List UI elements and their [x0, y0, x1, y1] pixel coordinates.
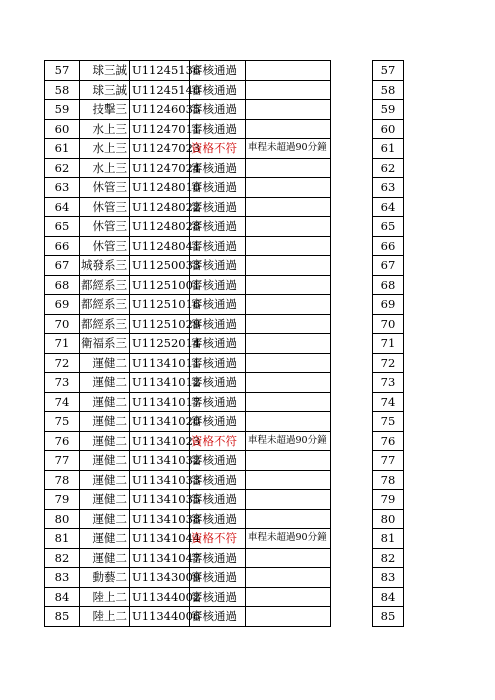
- side-row: [373, 80, 404, 100]
- side-row-number: 66: [373, 236, 404, 256]
- student-id: U11341044: [130, 529, 190, 549]
- side-row: [373, 178, 404, 198]
- class-name: 都經系三: [80, 314, 130, 334]
- side-row: [373, 568, 404, 588]
- side-row: [373, 295, 404, 315]
- remark: [246, 587, 331, 607]
- row-number: 82: [45, 548, 80, 568]
- table-row: [45, 275, 331, 295]
- review-status: 審核通過: [190, 100, 246, 120]
- review-status: 資格不符: [190, 139, 246, 159]
- class-name: 技擊三: [80, 100, 130, 120]
- row-number: 81: [45, 529, 80, 549]
- student-id: U11245140: [130, 80, 190, 100]
- table-row: [45, 61, 331, 81]
- side-number-table: [372, 60, 404, 627]
- table-row: [45, 217, 331, 237]
- side-row-number: 65: [373, 217, 404, 237]
- student-id: U11247024: [130, 158, 190, 178]
- review-status: 審核通過: [190, 451, 246, 471]
- side-row: [373, 470, 404, 490]
- student-id: U11251001: [130, 275, 190, 295]
- side-row: [373, 275, 404, 295]
- side-row-number: 84: [373, 587, 404, 607]
- table-row: [45, 139, 331, 159]
- review-status: 資格不符: [190, 431, 246, 451]
- remark: [246, 275, 331, 295]
- table-row: [45, 334, 331, 354]
- main-table: [44, 60, 331, 627]
- student-id: U11341047: [130, 548, 190, 568]
- review-status: 審核通過: [190, 178, 246, 198]
- table-row: [45, 158, 331, 178]
- student-id: U11341011: [130, 353, 190, 373]
- remark: [246, 470, 331, 490]
- side-row-number: 77: [373, 451, 404, 471]
- side-row-number: 62: [373, 158, 404, 178]
- student-id: U11344006: [130, 607, 190, 627]
- side-row: [373, 451, 404, 471]
- side-row-number: 57: [373, 61, 404, 81]
- table-row: [45, 256, 331, 276]
- class-name: 運健二: [80, 392, 130, 412]
- side-row-number: 69: [373, 295, 404, 315]
- class-name: 休管三: [80, 178, 130, 198]
- table-row: [45, 80, 331, 100]
- remark: [246, 509, 331, 529]
- row-number: 64: [45, 197, 80, 217]
- row-number: 67: [45, 256, 80, 276]
- table-row: [45, 509, 331, 529]
- row-number: 74: [45, 392, 80, 412]
- side-table-body: [373, 61, 404, 627]
- side-row-number: 78: [373, 470, 404, 490]
- side-row: [373, 139, 404, 159]
- row-number: 60: [45, 119, 80, 139]
- table-row: [45, 314, 331, 334]
- student-id: U11341017: [130, 392, 190, 412]
- remark: [246, 236, 331, 256]
- class-name: 休管三: [80, 217, 130, 237]
- remark: [246, 373, 331, 393]
- side-row-number: 72: [373, 353, 404, 373]
- main-table-body: [45, 61, 331, 627]
- review-status: 審核通過: [190, 373, 246, 393]
- side-row-number: 79: [373, 490, 404, 510]
- side-row: [373, 217, 404, 237]
- row-number: 68: [45, 275, 80, 295]
- student-id: U11248022: [130, 197, 190, 217]
- class-name: 動藝二: [80, 568, 130, 588]
- remark: [246, 314, 331, 334]
- row-number: 61: [45, 139, 80, 159]
- table-row: [45, 490, 331, 510]
- review-status: 審核通過: [190, 314, 246, 334]
- remark: [246, 119, 331, 139]
- remark: [246, 607, 331, 627]
- remark: 車程未超過90分鐘: [246, 139, 331, 159]
- class-name: 城發系三: [80, 256, 130, 276]
- class-name: 運健二: [80, 373, 130, 393]
- row-number: 57: [45, 61, 80, 81]
- row-number: 84: [45, 587, 80, 607]
- class-name: 水上三: [80, 139, 130, 159]
- row-number: 76: [45, 431, 80, 451]
- side-row-number: 76: [373, 431, 404, 451]
- side-row-number: 82: [373, 548, 404, 568]
- side-row: [373, 119, 404, 139]
- remark: [246, 334, 331, 354]
- table-row: [45, 568, 331, 588]
- side-row-number: 80: [373, 509, 404, 529]
- side-row-number: 59: [373, 100, 404, 120]
- side-row: [373, 334, 404, 354]
- side-row: [373, 314, 404, 334]
- row-number: 83: [45, 568, 80, 588]
- class-name: 陸上二: [80, 587, 130, 607]
- remark: 車程未超過90分鐘: [246, 431, 331, 451]
- side-row-number: 61: [373, 139, 404, 159]
- side-row: [373, 509, 404, 529]
- class-name: 運健二: [80, 548, 130, 568]
- review-status: 審核通過: [190, 217, 246, 237]
- student-id: U11252014: [130, 334, 190, 354]
- class-name: 都經系三: [80, 275, 130, 295]
- review-status: 審核通過: [190, 490, 246, 510]
- class-name: 都經系三: [80, 295, 130, 315]
- table-row: [45, 295, 331, 315]
- table-row: [45, 197, 331, 217]
- review-status: 審核通過: [190, 80, 246, 100]
- review-status: 審核通過: [190, 158, 246, 178]
- side-row: [373, 392, 404, 412]
- remark: [246, 100, 331, 120]
- remark: [246, 451, 331, 471]
- side-row-number: 64: [373, 197, 404, 217]
- table-row: [45, 587, 331, 607]
- review-status: 審核通過: [190, 568, 246, 588]
- class-name: 運健二: [80, 451, 130, 471]
- side-row: [373, 61, 404, 81]
- review-status: 審核通過: [190, 295, 246, 315]
- side-row: [373, 587, 404, 607]
- review-status: 審核通過: [190, 509, 246, 529]
- table-row: [45, 100, 331, 120]
- student-id: U11341020: [130, 412, 190, 432]
- review-status: 審核通過: [190, 412, 246, 432]
- remark: [246, 61, 331, 81]
- remark: [246, 392, 331, 412]
- table-row: [45, 178, 331, 198]
- table-row: [45, 470, 331, 490]
- table-row: [45, 529, 331, 549]
- table-row: [45, 353, 331, 373]
- review-status: 審核通過: [190, 275, 246, 295]
- student-id: U11341038: [130, 509, 190, 529]
- side-row-number: 74: [373, 392, 404, 412]
- row-number: 72: [45, 353, 80, 373]
- remark: [246, 412, 331, 432]
- table-row: [45, 548, 331, 568]
- remark: [246, 217, 331, 237]
- row-number: 78: [45, 470, 80, 490]
- student-id: U11247023: [130, 139, 190, 159]
- side-row-number: 60: [373, 119, 404, 139]
- review-status: 審核通過: [190, 353, 246, 373]
- student-id: U11341033: [130, 470, 190, 490]
- student-id: U11250033: [130, 256, 190, 276]
- row-number: 73: [45, 373, 80, 393]
- table-row: [45, 373, 331, 393]
- class-name: 運健二: [80, 353, 130, 373]
- review-status: 審核通過: [190, 236, 246, 256]
- side-row-number: 71: [373, 334, 404, 354]
- student-id: U11341012: [130, 373, 190, 393]
- side-row-number: 81: [373, 529, 404, 549]
- side-row: [373, 158, 404, 178]
- side-row-number: 63: [373, 178, 404, 198]
- remark: [246, 295, 331, 315]
- remark: [246, 490, 331, 510]
- class-name: 運健二: [80, 490, 130, 510]
- table-row: [45, 431, 331, 451]
- remark: [246, 353, 331, 373]
- remark: [246, 548, 331, 568]
- class-name: 休管三: [80, 236, 130, 256]
- table-row: [45, 607, 331, 627]
- review-status: 審核通過: [190, 392, 246, 412]
- side-row: [373, 607, 404, 627]
- class-name: 運健二: [80, 509, 130, 529]
- side-row: [373, 431, 404, 451]
- review-status: 審核通過: [190, 334, 246, 354]
- row-number: 66: [45, 236, 80, 256]
- review-status: 審核通過: [190, 607, 246, 627]
- side-row: [373, 197, 404, 217]
- student-id: U11245136: [130, 61, 190, 81]
- review-status: 審核通過: [190, 197, 246, 217]
- row-number: 77: [45, 451, 80, 471]
- side-row-number: 85: [373, 607, 404, 627]
- class-name: 球三誠: [80, 80, 130, 100]
- row-number: 80: [45, 509, 80, 529]
- remark: [246, 158, 331, 178]
- side-row: [373, 529, 404, 549]
- class-name: 水上三: [80, 158, 130, 178]
- side-row: [373, 373, 404, 393]
- student-id: U11248010: [130, 178, 190, 198]
- class-name: 運健二: [80, 412, 130, 432]
- side-row: [373, 256, 404, 276]
- review-status: 審核通過: [190, 119, 246, 139]
- class-name: 衛福系三: [80, 334, 130, 354]
- class-name: 運健二: [80, 470, 130, 490]
- row-number: 70: [45, 314, 80, 334]
- table-row: [45, 451, 331, 471]
- row-number: 58: [45, 80, 80, 100]
- side-row: [373, 236, 404, 256]
- student-id: U11341023: [130, 431, 190, 451]
- remark: [246, 80, 331, 100]
- student-id: U11248041: [130, 236, 190, 256]
- review-status: 審核通過: [190, 470, 246, 490]
- remark: [246, 568, 331, 588]
- student-id: U11248028: [130, 217, 190, 237]
- student-id: U11341035: [130, 490, 190, 510]
- side-row: [373, 353, 404, 373]
- row-number: 69: [45, 295, 80, 315]
- review-status: 審核通過: [190, 548, 246, 568]
- student-id: U11343009: [130, 568, 190, 588]
- side-row: [373, 412, 404, 432]
- class-name: 休管三: [80, 197, 130, 217]
- row-number: 85: [45, 607, 80, 627]
- table-row: [45, 236, 331, 256]
- table-row: [45, 392, 331, 412]
- class-name: 陸上二: [80, 607, 130, 627]
- side-row-number: 58: [373, 80, 404, 100]
- row-number: 62: [45, 158, 80, 178]
- remark: [246, 197, 331, 217]
- row-number: 65: [45, 217, 80, 237]
- student-id: U11251029: [130, 314, 190, 334]
- review-status: 審核通過: [190, 61, 246, 81]
- row-number: 63: [45, 178, 80, 198]
- remark: [246, 178, 331, 198]
- row-number: 59: [45, 100, 80, 120]
- row-number: 71: [45, 334, 80, 354]
- review-status: 資格不符: [190, 529, 246, 549]
- student-id: U11341032: [130, 451, 190, 471]
- class-name: 運健二: [80, 529, 130, 549]
- review-status: 審核通過: [190, 256, 246, 276]
- class-name: 水上三: [80, 119, 130, 139]
- remark: [246, 256, 331, 276]
- row-number: 79: [45, 490, 80, 510]
- side-row-number: 67: [373, 256, 404, 276]
- student-id: U11246035: [130, 100, 190, 120]
- remark: 車程未超過90分鐘: [246, 529, 331, 549]
- table-row: [45, 119, 331, 139]
- student-id: U11344002: [130, 587, 190, 607]
- side-row-number: 83: [373, 568, 404, 588]
- side-row: [373, 100, 404, 120]
- class-name: 運健二: [80, 431, 130, 451]
- side-row-number: 73: [373, 373, 404, 393]
- row-number: 75: [45, 412, 80, 432]
- side-row-number: 70: [373, 314, 404, 334]
- review-status: 審核通過: [190, 587, 246, 607]
- class-name: 球三誠: [80, 61, 130, 81]
- side-row: [373, 548, 404, 568]
- side-row-number: 68: [373, 275, 404, 295]
- student-id: U11247011: [130, 119, 190, 139]
- side-row-number: 75: [373, 412, 404, 432]
- side-row: [373, 490, 404, 510]
- student-id: U11251016: [130, 295, 190, 315]
- table-row: [45, 412, 331, 432]
